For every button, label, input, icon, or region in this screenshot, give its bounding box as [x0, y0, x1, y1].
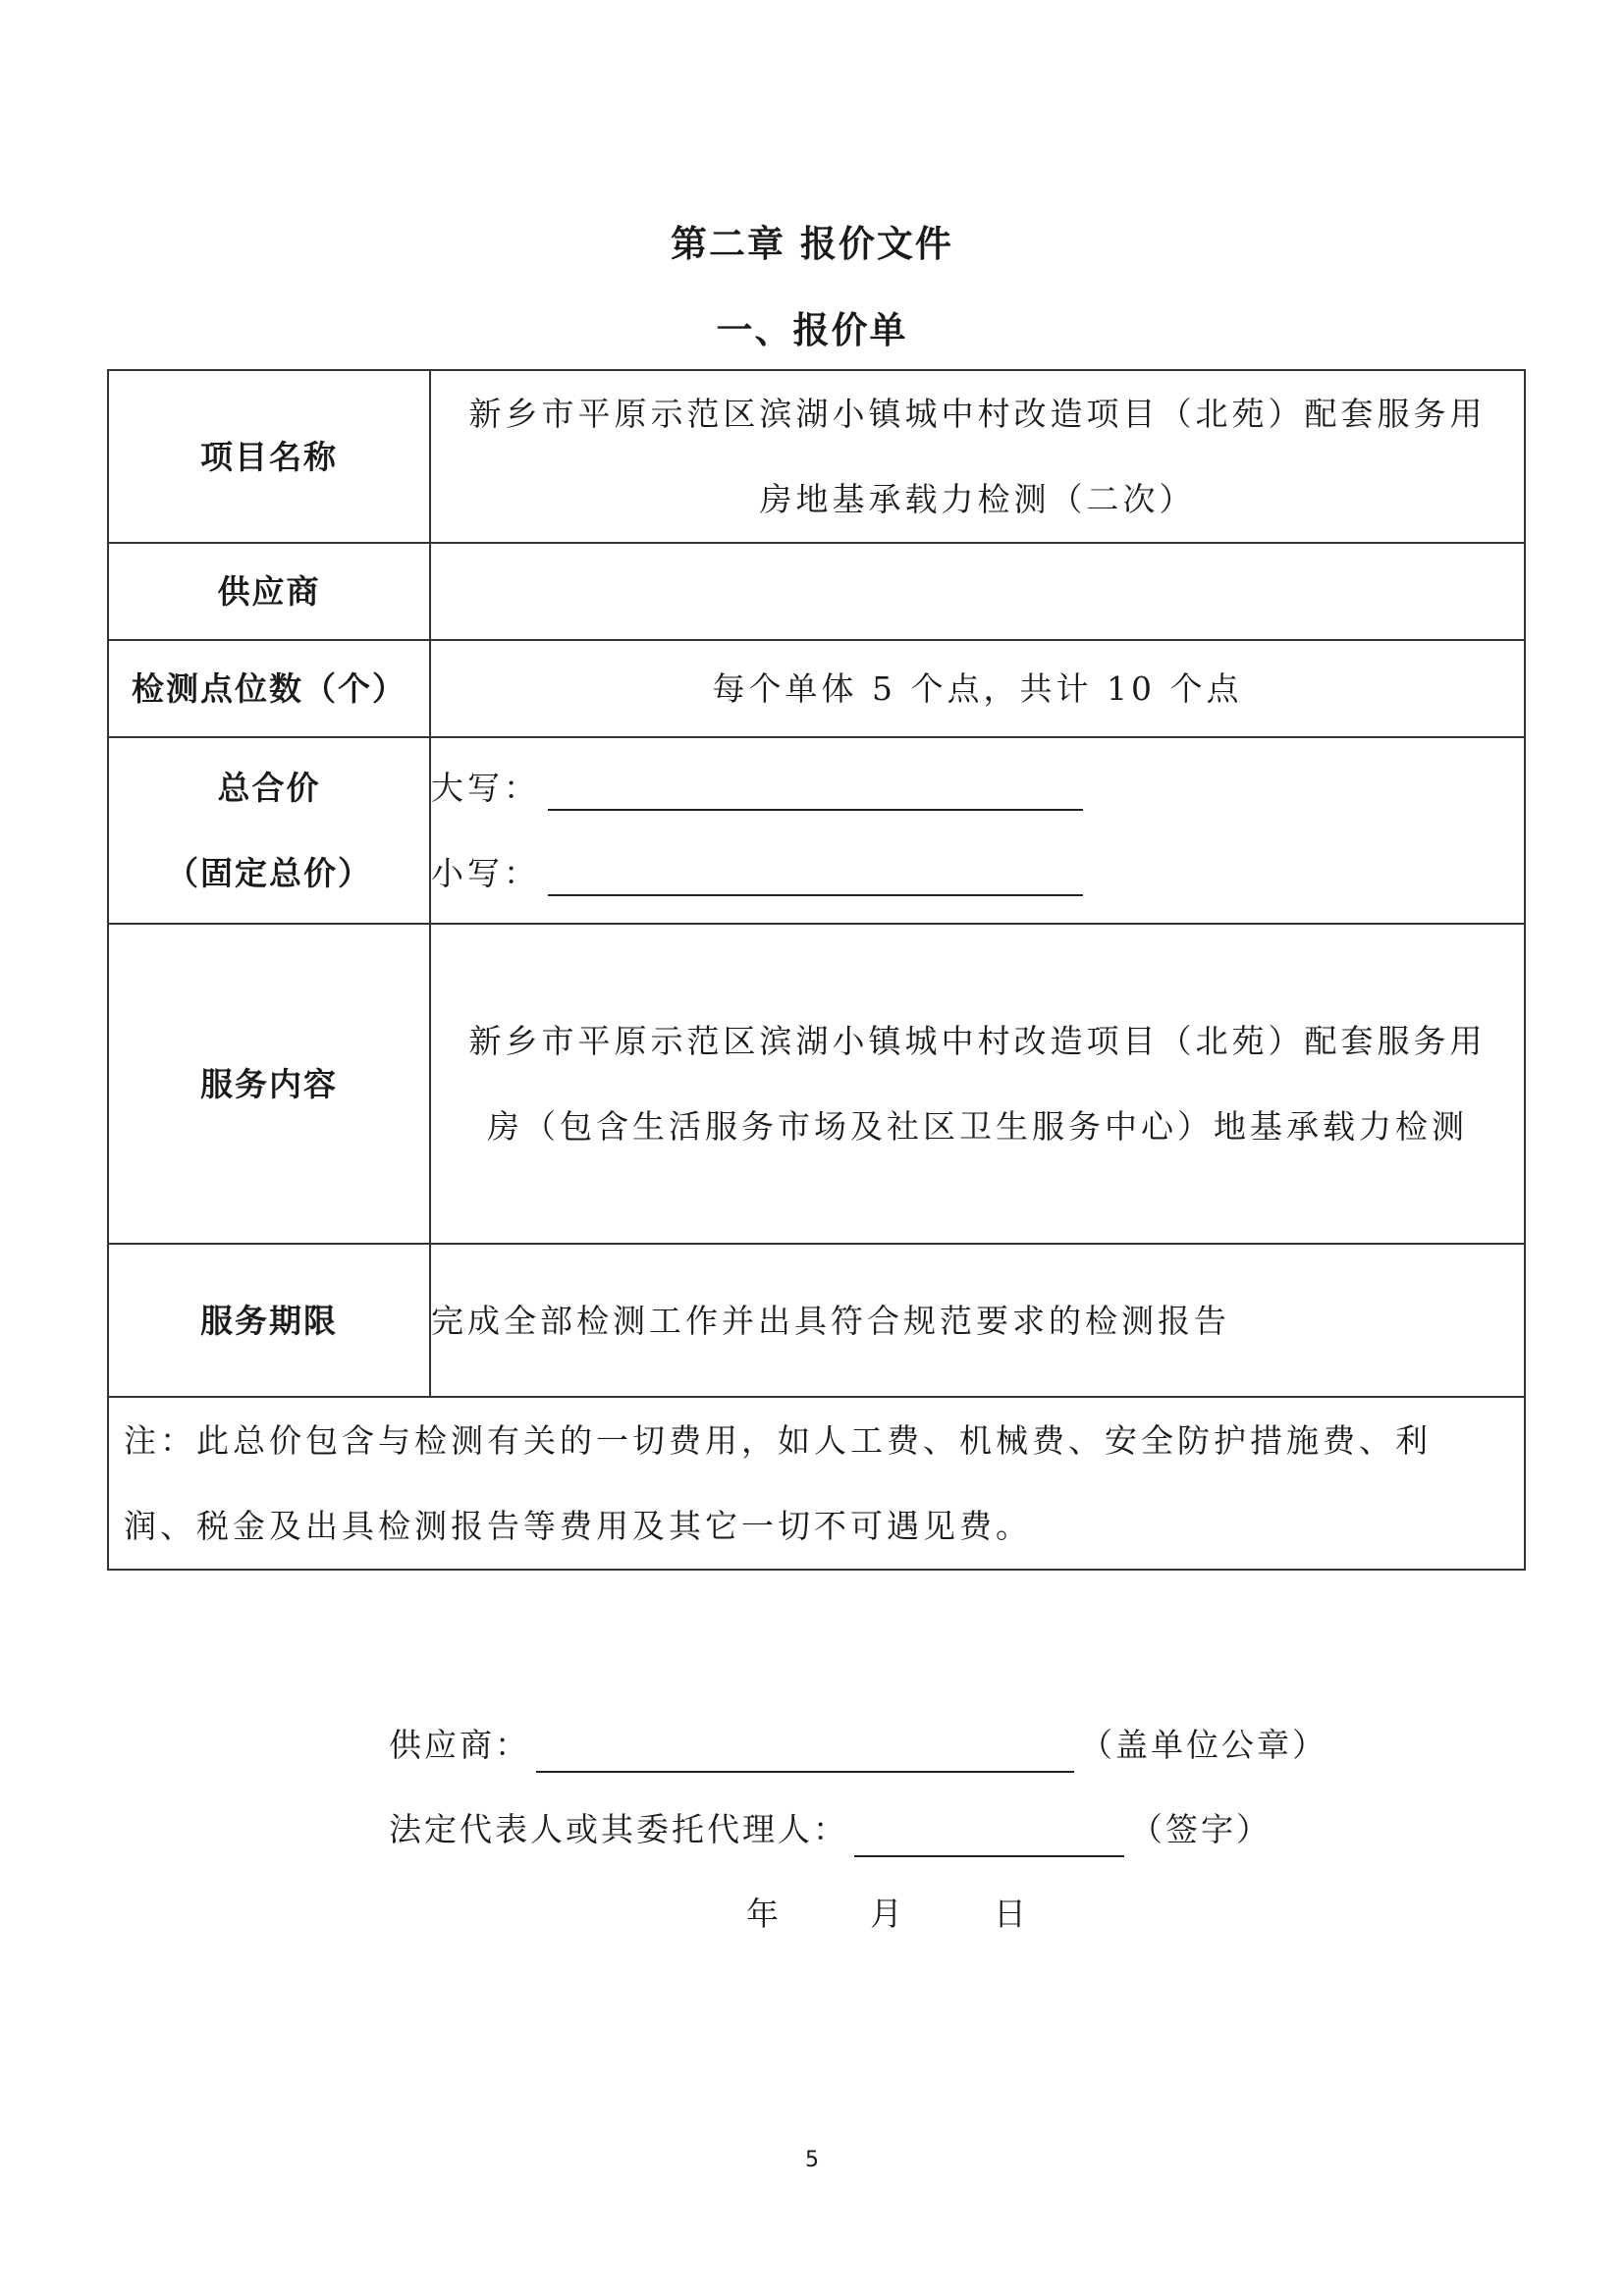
representative-signature-blank[interactable]	[854, 1826, 1124, 1857]
service-content-value	[430, 924, 1525, 1244]
project-name-line2: 房地基承载力检测（二次）	[759, 480, 1196, 518]
points-label: 检测点位数（个）	[108, 640, 430, 737]
page-number: 5	[805, 2148, 819, 2172]
supplier-signature-blank[interactable]	[536, 1741, 1074, 1773]
project-name-value	[430, 370, 1525, 543]
row-points	[108, 640, 1525, 737]
representative-signature-line	[389, 1804, 1272, 1850]
lowercase-price-line	[431, 830, 1524, 916]
date-day: 日	[994, 1895, 1026, 1933]
note-line1: 注：此总价包含与检测有关的一切费用，如人工费、机械费、安全防护措施费、利	[124, 1421, 1432, 1460]
note-line2: 润、税金及出具检测报告等费用及其它一切不可遇见费。	[124, 1507, 1032, 1545]
row-project-name	[108, 370, 1525, 543]
lowercase-price-blank[interactable]	[548, 871, 1083, 896]
date-line	[746, 1889, 1026, 1935]
total-price-label-line2: （固定总价）	[166, 854, 372, 892]
service-period-label: 服务期限	[108, 1244, 430, 1397]
supplier-signature-suffix: （盖单位公章）	[1080, 1726, 1327, 1764]
row-note	[108, 1397, 1525, 1570]
supplier-value[interactable]	[430, 543, 1525, 640]
total-price-value	[430, 737, 1525, 924]
total-price-label-line1: 总合价	[217, 769, 321, 807]
row-total-price	[108, 737, 1525, 924]
service-period-value: 完成全部检测工作并出具符合规范要求的检测报告	[430, 1244, 1525, 1397]
chapter-title: 第二章 报价文件	[671, 223, 953, 265]
representative-signature-label: 法定代表人或其委托代理人：	[389, 1810, 848, 1848]
uppercase-price-blank[interactable]	[548, 785, 1083, 811]
project-name-label: 项目名称	[108, 370, 430, 543]
quote-table	[107, 369, 1526, 1571]
service-content-label: 服务内容	[108, 924, 430, 1244]
row-service-period	[108, 1244, 1525, 1397]
date-month: 月	[870, 1895, 902, 1933]
supplier-signature-label: 供应商：	[389, 1726, 530, 1764]
uppercase-price-label: 大写：	[431, 769, 540, 807]
supplier-label: 供应商	[108, 543, 430, 640]
date-year: 年	[746, 1895, 779, 1933]
representative-signature-suffix: （签字）	[1130, 1810, 1272, 1848]
total-price-label	[108, 737, 430, 924]
note-cell	[108, 1397, 1525, 1570]
project-name-line1: 新乡市平原示范区滨湖小镇城中村改造项目（北苑）配套服务用	[468, 395, 1487, 433]
section-title: 一、报价单	[716, 309, 908, 351]
service-content-line1: 新乡市平原示范区滨湖小镇城中村改造项目（北苑）配套服务用	[468, 1022, 1487, 1060]
points-value: 每个单体 5 个点，共计 10 个点	[430, 640, 1525, 737]
service-content-line2: 房（包含生活服务市场及社区卫生服务中心）地基承载力检测	[487, 1107, 1468, 1146]
supplier-signature-line	[389, 1720, 1327, 1766]
uppercase-price-line	[431, 745, 1524, 830]
row-service-content	[108, 924, 1525, 1244]
row-supplier	[108, 543, 1525, 640]
lowercase-price-label: 小写：	[431, 854, 540, 892]
